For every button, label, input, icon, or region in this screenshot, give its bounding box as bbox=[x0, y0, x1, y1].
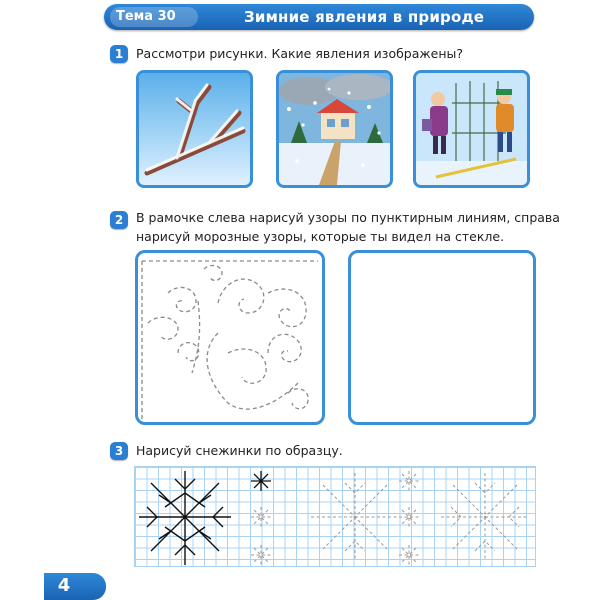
task-2-number: 2 bbox=[110, 211, 128, 229]
frosted-branch-illustration bbox=[139, 73, 250, 185]
picture-frosted-branch bbox=[136, 70, 253, 188]
ice-on-path-illustration bbox=[416, 73, 527, 185]
task-3-text: Нарисуй снежинки по образцу. bbox=[136, 443, 343, 458]
sample-snowflake-large bbox=[139, 471, 231, 565]
sample-snowflake-small bbox=[251, 471, 271, 491]
task-2-text-line-2: нарисуй морозные узоры, которые ты видел на стекле. bbox=[136, 229, 505, 244]
picture-ice-on-path bbox=[413, 70, 530, 188]
picture-snowfall-house bbox=[276, 70, 393, 188]
snowflake-samples bbox=[135, 467, 537, 568]
snowflake-drawing-grid[interactable] bbox=[134, 466, 536, 567]
topic-header bbox=[104, 4, 534, 30]
page-number-tab bbox=[44, 573, 106, 600]
page-title: Зимние явления в природе bbox=[244, 8, 485, 26]
frost-pattern-frame[interactable] bbox=[348, 250, 536, 425]
topic-label: Тема 30 bbox=[116, 9, 176, 24]
snowfall-house-illustration bbox=[279, 73, 390, 185]
task-1-number: 1 bbox=[110, 45, 128, 63]
task-1-text: Рассмотри рисунки. Какие явления изображены? bbox=[136, 46, 464, 61]
task-3-number: 3 bbox=[110, 442, 128, 460]
page-number: 4 bbox=[57, 575, 71, 596]
task-2-text-line-1: В рамочке слева нарисуй узоры по пунктирным линиям, справа bbox=[136, 210, 560, 225]
trace-pattern-frame[interactable] bbox=[135, 250, 325, 425]
dashed-swirl-pattern bbox=[138, 253, 322, 422]
